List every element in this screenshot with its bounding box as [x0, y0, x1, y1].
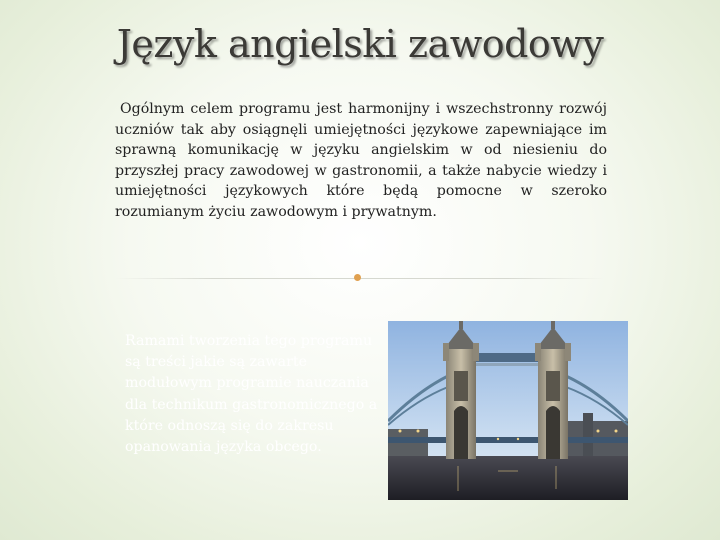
tower-bridge-illustration	[388, 321, 628, 500]
intro-paragraph: Ogólnym celem programu jest harmonijny i wszechstronny rozwój uczniów tak aby osiągnęli umiejętności językowe zapewniające im sprawną komunikację w języku angielskim w od niesieniu do przyszłej pracy zawodowej w gastronomii, a także nabycie wiedzy i umiejętności językowych które będą pomocne w szeroko rozumianym życiu zawodowym i prywatnym.	[115, 101, 607, 220]
slide-title: Język angielski zawodowy	[116, 22, 604, 66]
side-paragraph: Ramami tworzenia tego programu są treści jakie są zawarte modułowym programie nauczania dla technikum gastronomicznego a które odnoszą się do zakresu opanowania języka obcego.	[125, 333, 378, 456]
divider-dot	[354, 274, 361, 281]
tower-bridge-photo	[388, 321, 628, 500]
